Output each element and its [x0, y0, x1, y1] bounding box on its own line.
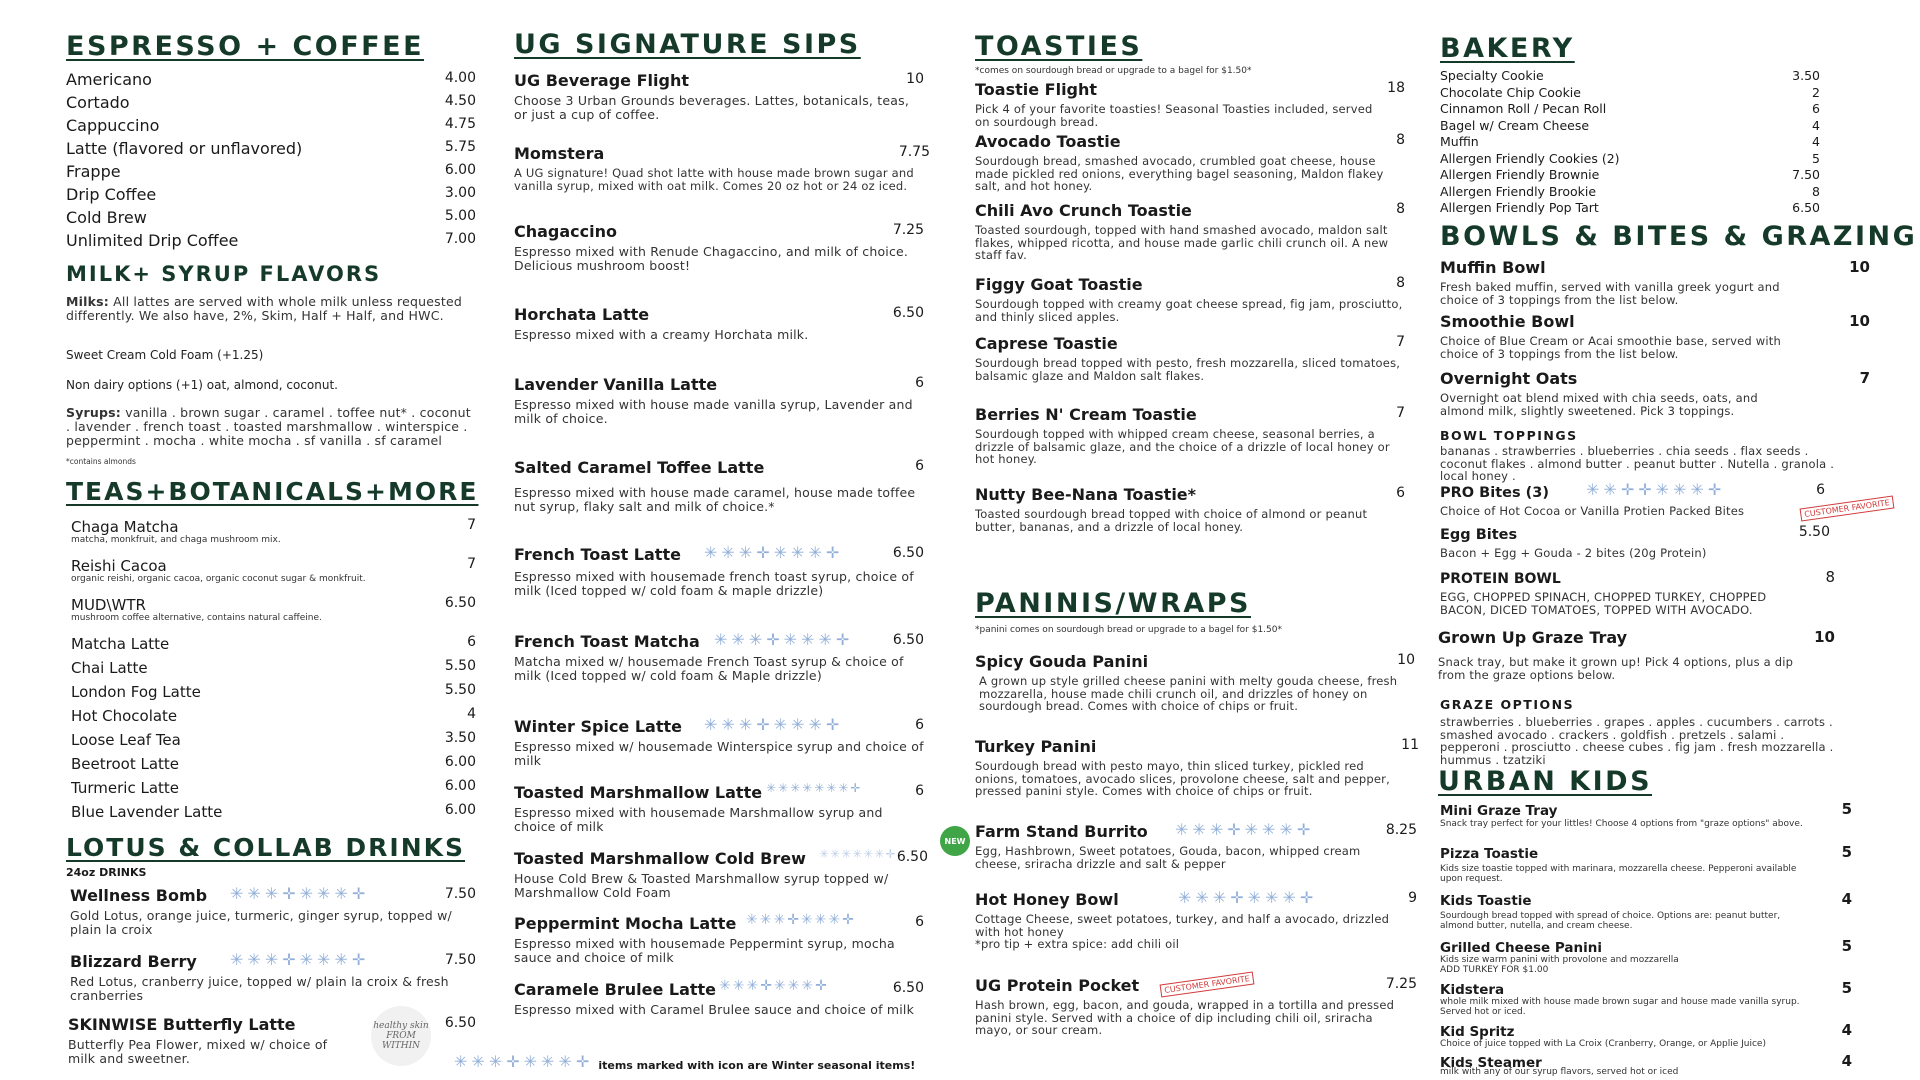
- signature-item: Salted Caramel Toffee Latte 6 Espresso mixed with house made caramel, house made toffee nut syrup, flaky salt and milk of choice.*: [514, 458, 924, 514]
- item-desc: Espresso mixed w/ housemade Winterspice syrup and choice of milk: [514, 739, 924, 768]
- snowflake-icon: ✳✳✳✛✳✳✳✛: [704, 715, 844, 734]
- new-badge: NEW: [940, 826, 970, 856]
- list-item: Bagel w/ Cream Cheese 4: [1440, 117, 1820, 133]
- signature-item: French Toast Latte ✳✳✳✛✳✳✳✛ 6.50 Espresso mixed with housemade french toast syrup, choice of milk (Iced topped w/ cold foam & maple drizzle): [514, 543, 924, 598]
- item-desc: Sourdough bread topped with pesto, fresh mozzarella, sliced tomatoes, balsamic glaze and Maldon salt flakes.: [975, 356, 1401, 383]
- item-desc: Choose 3 Urban Grounds beverages. Lattes, botanicals, teas, or just a cup of coffee.: [514, 93, 910, 122]
- snowflake-icon: ✳✳✳✛✳✳✳✛: [1175, 820, 1315, 839]
- lotus-item-skinwise: SKINWISE Butterfly Latte 6.50 Butterfly Pea Flower, mixed w/ choice of milk and sweetner.: [68, 1015, 476, 1066]
- signature-item: UG Beverage Flight 10 Choose 3 Urban Grounds beverages. Lattes, botanicals, teas, or just a cup of coffee.: [514, 71, 924, 122]
- lotus-title: LOTUS & COLLAB DRINKS: [66, 833, 466, 862]
- item-desc: Butterfly Pea Flower, mixed w/ choice of milk and sweetner.: [68, 1037, 328, 1066]
- toastie-item: Caprese Toastie 7 Sourdough bread topped with pesto, fresh mozzarella, sliced tomatoes, balsamic glaze and Maldon salt flakes.: [975, 334, 1405, 383]
- list-item: Beetroot Latte 6.00: [71, 754, 476, 773]
- espresso-title: ESPRESSO + COFFEE: [66, 31, 425, 62]
- list-item: Specialty Cookie 3.50: [1440, 68, 1820, 83]
- item-desc: Snack tray, but make it grown up! Pick 4 options, plus a dip from the graze options below.: [1438, 655, 1794, 682]
- kids-item: Grilled Cheese Panini 5 Kids size warm panini with provolone and mozzarella ADD TURKEY FOR $1.00: [1440, 937, 1852, 975]
- list-item: Chocolate Chip Cookie 2: [1440, 84, 1820, 100]
- list-item: Allergen Friendly Pop Tart 6.50: [1440, 200, 1820, 215]
- snowflake-icon: ✳✳✳✳✳✳✳✛: [766, 781, 863, 795]
- customer-favorite-badge: CUSTOMER FAVORITE: [1800, 496, 1895, 522]
- list-item: Unlimited Drip Coffee 7.00: [66, 231, 476, 250]
- item-desc: mushroom coffee alternative, contains natural caffeine.: [71, 613, 322, 623]
- milks-info: Milks: All lattes are served with whole milk unless requested differently. We also have, 2%, Skim, Half + Half, and HWC.: [66, 294, 462, 323]
- list-item: Matcha Latte 6: [71, 634, 476, 653]
- item-desc: Choice of juice topped with La Croix (Cranberry, Orange, or Applie Juice): [1440, 1039, 1766, 1049]
- item-desc: matcha, monkfruit, and chaga mushroom mix.: [71, 535, 281, 545]
- cold-foam-info: Sweet Cream Cold Foam (+1.25): [66, 348, 264, 362]
- column-2: [454, 0, 930, 1080]
- signature-item: Peppermint Mocha Latte ✳✳✳✛✳✳✳✛ 6 Espresso mixed with housemade Peppermint syrup, mocha sauce and choice of milk: [514, 912, 924, 965]
- toasties-title: TOASTIES: [975, 31, 1143, 62]
- item-desc: Espresso mixed with Caramel Brulee sauce and choice of milk: [514, 1002, 915, 1017]
- lotus-item-wellness-bomb: Wellness Bomb ✳✳✳✛✳✳✳✛ 7.50 Gold Lotus, orange juice, turmeric, ginger syrup, topped w/ plain la croix: [70, 884, 476, 937]
- item-desc: Espresso mixed with house made caramel, house made toffee nut syrup, flaky salt and milk of choice.*: [514, 485, 916, 514]
- kids-title: URBAN KIDS: [1438, 766, 1653, 797]
- snowflake-icon: ✳✳✳✛✳✳✳✛: [230, 884, 370, 903]
- signature-item: French Toast Matcha ✳✳✳✛✳✳✳✛ 6.50 Matcha mixed w/ housemade French Toast syrup & choice of milk (Iced topped w/ cold foam & Maple drizzle): [514, 630, 924, 683]
- item-desc: Sourdough topped with whipped cream cheese, seasonal berries, a drizzle of balsamic glaze, and the choice of a drizzle of local honey or hot honey.: [975, 427, 1390, 466]
- list-item: Allergen Friendly Brownie 7.50: [1440, 167, 1820, 182]
- toastie-item: Figgy Goat Toastie 8 Sourdough topped with creamy goat cheese spread, fig jam, prosciutto, and thinly sliced apples.: [975, 275, 1405, 324]
- list-item: Cold Brew 5.00: [66, 208, 476, 227]
- snowflake-icon: ✳✳✳✛✳✳✳✛: [704, 543, 844, 562]
- list-item: Blue Lavender Latte 6.00: [71, 802, 476, 821]
- panini-item: Spicy Gouda Panini 10 A grown up style grilled cheese panini with melty gouda cheese, fresh mozzarella, house made chili crunch oil, and drizzles of honey on sourdough bread. Comes with choice of chips or fruit.: [975, 652, 1415, 713]
- bowl-item: Overnight Oats 7 Overnight oat blend mixed with chia seeds, oats, and almond milk, slightly sweetened. Pick 3 toppings.: [1440, 369, 1870, 418]
- lotus-subtitle: 24oz DRINKS: [66, 866, 147, 879]
- item-desc: Sourdough bread topped with spread of choice. Options are: peanut butter, almond butter, nutella, and cream cheese.: [1440, 911, 1781, 931]
- snowflake-icon: ✳✳✳✛✳✳✳✛: [719, 978, 829, 994]
- snowflake-icon: ✳✳✳✛✳✳✳✛: [1178, 888, 1318, 907]
- item-desc: Choice of Hot Cocoa or Vanilla Protien Packed Bites: [1440, 504, 1745, 518]
- column-4: [1438, 0, 1918, 1080]
- toastie-item: Avocado Toastie 8 Sourdough bread, smashed avocado, crumbled goat cheese, house made pickled red onions, everything bagel seasoning, Maldon flakey salt, and hot honey.: [975, 132, 1405, 193]
- item-desc: Choice of Blue Cream or Acai smoothie base, served with choice of 3 toppings from the list below.: [1440, 334, 1781, 361]
- item-desc: EGG, CHOPPED SPINACH, CHOPPED TURKEY, CHOPPED BACON, DICED TOMATOES, TOPPED WITH AVOCADO.: [1440, 590, 1767, 617]
- item-desc: Espresso mixed with housemade french toast syrup, choice of milk (Iced topped w/ cold foam & maple drizzle): [514, 569, 914, 598]
- pro-tip: *pro tip + extra spice: add chili oil: [975, 937, 1180, 951]
- kids-item: Kid Spritz 4 Choice of juice topped with La Croix (Cranberry, Orange, or Applie Juice): [1440, 1021, 1852, 1049]
- item-desc: Sourdough bread, smashed avocado, crumbled goat cheese, house made pickled red onions, everything bagel seasoning, Maldon flakey salt, and hot honey.: [975, 154, 1384, 193]
- toasties-note: *comes on sourdough bread or upgrade to a bagel for $1.50*: [975, 66, 1252, 76]
- list-item: Chaga Matcha 7: [71, 517, 476, 536]
- signature-item: Chagaccino 7.25 Espresso mixed with Renude Chagaccino, and milk of choice. Delicious mushroom boost!: [514, 222, 924, 273]
- signature-item: Lavender Vanilla Latte 6 Espresso mixed with house made vanilla syrup, Lavender and milk of choice.: [514, 375, 924, 426]
- list-item: Latte (flavored or unflavored) 5.75: [66, 139, 476, 158]
- snowflake-icon: ✳✳✳✛✳✳✳✛: [230, 950, 370, 969]
- list-item: Reishi Cacoa 7: [71, 556, 476, 575]
- list-item: London Fog Latte 5.50: [71, 682, 476, 701]
- item-desc: Snack tray perfect for your littles! Choose 4 options from "graze options" above.: [1440, 819, 1803, 829]
- list-item: Allergen Friendly Cookies (2) 5: [1440, 150, 1820, 166]
- list-item: Cappuccino 4.75: [66, 116, 476, 135]
- item-desc: whole milk mixed with house made brown sugar and house made vanilla syrup. Served hot or iced.: [1440, 997, 1800, 1017]
- bakery-title: BAKERY: [1440, 33, 1575, 64]
- item-desc: Kids size warm panini with provolone and mozzarella: [1440, 955, 1679, 965]
- list-item: Cortado 4.50: [66, 93, 476, 112]
- signature-item: Winter Spice Latte ✳✳✳✛✳✳✳✛ 6 Espresso mixed w/ housemade Winterspice syrup and choice of milk: [514, 715, 924, 768]
- bowl-toppings-list: bananas . strawberries . blueberries . chia seeds . flax seeds . coconut flakes . almond butter . peanut butter . Nutella . granola . local honey .: [1440, 444, 1835, 483]
- kids-item: Mini Graze Tray 5 Snack tray perfect for your littles! Choose 4 options from "graze options" above.: [1440, 800, 1852, 829]
- item-desc: Toasted sourdough bread topped with choice of almond or peanut butter, bananas, and a drizzle of local honey.: [975, 507, 1368, 534]
- item-desc: Gold Lotus, orange juice, turmeric, ginger syrup, topped w/ plain la croix: [70, 908, 452, 937]
- signature-item: Momstera 7.75 A UG signature! Quad shot latte with house made brown sugar and vanilla syrup, mixed with oat milk. Comes 20 oz hot or 24 oz iced.: [514, 144, 930, 193]
- list-item: Allergen Friendly Brookie 8: [1440, 183, 1820, 199]
- syrups-info: Syrups: vanilla . brown sugar . caramel . toffee nut* . coconut . lavender . french toast . toasted marshmallow . winterspice . peppermint . mocha . white mocha . sf vanilla . sf caramel: [66, 405, 471, 448]
- add-turkey-note: ADD TURKEY FOR $1.00: [1440, 965, 1549, 975]
- snowflake-icon: ✳✳✳✛✳✳✳✛: [454, 1052, 594, 1071]
- panini-item: Hot Honey Bowl ✳✳✳✛✳✳✳✛ 9 Cottage Cheese, sweet potatoes, turkey, and half a avocado, drizzled with hot honey *pro tip + extra spice: add chili oil: [975, 888, 1417, 951]
- list-item: Frappe 6.00: [66, 162, 476, 181]
- toastie-item: Chili Avo Crunch Toastie 8 Toasted sourdough, topped with hand smashed avocado, maldon salt flakes, whipped ricotta, and house made garlic chili crunch oil. A new staff fav.: [975, 201, 1405, 262]
- toastie-item: Nutty Bee-Nana Toastie* 6 Toasted sourdough bread topped with choice of almond or peanut butter, bananas, and a drizzle of local honey.: [975, 485, 1405, 534]
- paninis-title: PANINIS/WRAPS: [975, 588, 1252, 619]
- list-item: Loose Leaf Tea 3.50: [71, 730, 476, 749]
- panini-item: Farm Stand Burrito ✳✳✳✛✳✳✳✛ 8.25 Egg, Hashbrown, Sweet potatoes, Gouda, bacon, whipped cream cheese, sriracha drizzle and salt & pepper: [975, 820, 1417, 871]
- pro-bites-item: PRO Bites (3) ✳✳✛✛✳✳✳✛ 6 Choice of Hot Cocoa or Vanilla Protien Packed Bites: [1440, 480, 1825, 518]
- item-desc: Espresso mixed with housemade Marshmallow syrup and choice of milk: [514, 805, 883, 834]
- kids-item: Kidstera 5 whole milk mixed with house made brown sugar and house made vanilla syrup. Served hot or iced.: [1440, 979, 1852, 1017]
- bowl-item: Smoothie Bowl 10 Choice of Blue Cream or Acai smoothie base, served with choice of 3 toppings from the list below.: [1440, 312, 1870, 361]
- graze-options-title: GRAZE OPTIONS: [1440, 697, 1575, 712]
- item-desc: Pick 4 of your favorite toasties! Seasonal Toasties included, served on sourdough bread.: [975, 102, 1373, 129]
- list-item: MUD\WTR 6.50: [71, 595, 476, 614]
- snowflake-icon: ✳✳✳✛✳✳✳✛: [714, 630, 854, 649]
- column-3: [944, 0, 1419, 1080]
- item-desc: organic reishi, organic cacoa, organic coconut sugar & monkfruit.: [71, 574, 366, 584]
- item-desc: Fresh baked muffin, served with vanilla greek yogurt and choice of 3 toppings from the list below.: [1440, 280, 1780, 307]
- almond-note: *contains almonds: [66, 457, 136, 466]
- list-item: Hot Chocolate 4: [71, 706, 476, 725]
- snowflake-icon: ✳✳✳✳✳✳✛: [819, 847, 897, 861]
- paninis-note: *panini comes on sourdough bread or upgrade to a bagel for $1.50*: [975, 625, 1282, 635]
- signature-title: UG SIGNATURE SIPS: [514, 29, 861, 60]
- lotus-item-blizzard-berry: Blizzard Berry ✳✳✳✛✳✳✳✛ 7.50 Red Lotus, cranberry juice, topped w/ plain la croix & fresh cranberries: [70, 950, 476, 1003]
- item-desc: A UG signature! Quad shot latte with house made brown sugar and vanilla syrup, mixed with oat milk. Comes 20 oz hot or 24 oz iced.: [514, 166, 914, 193]
- item-desc: A grown up style grilled cheese panini with melty gouda cheese, fresh mozzarella, house made chili crunch oil, and drizzles of honey on sourdough bread. Comes with choice of chips or fruit.: [979, 674, 1398, 713]
- teas-list: [71, 517, 476, 826]
- seasonal-footnote: ✳✳✳✛✳✳✳✛ items marked with icon are Winter seasonal items!: [454, 1052, 916, 1072]
- espresso-list: [66, 70, 476, 254]
- item-desc: Sourdough topped with creamy goat cheese spread, fig jam, prosciutto, and thinly sliced apples.: [975, 297, 1403, 324]
- panini-item: UG Protein Pocket CUSTOMER FAVORITE 7.25 Hash brown, egg, bacon, and gouda, wrapped in a tortilla and pressed panini style. Served with a choice of dip including chili oil, sriracha mayo, or sour cream.: [975, 976, 1405, 1037]
- item-desc: Espresso mixed with Renude Chagaccino, and milk of choice. Delicious mushroom boost!: [514, 244, 909, 273]
- item-desc: Cottage Cheese, sweet potatoes, turkey, and half a avocado, drizzled with hot honey: [975, 912, 1390, 939]
- teas-title: TEAS+BOTANICALS+MORE: [66, 477, 479, 506]
- snowflake-icon: ✳✳✛✛✳✳✳✛: [1586, 480, 1726, 499]
- list-item: Drip Coffee 3.00: [66, 185, 476, 204]
- signature-item: Toasted Marshmallow Cold Brew ✳✳✳✳✳✳✛ 6.50 House Cold Brew & Toasted Marshmallow syrup topped w/ Marshmallow Cold Foam: [514, 847, 928, 900]
- item-desc: Toasted sourdough, topped with hand smashed avocado, maldon salt flakes, whipped ricotta, and house made garlic chili crunch oil. A new staff fav.: [975, 223, 1389, 262]
- signature-item: Horchata Latte 6.50 Espresso mixed with a creamy Horchata milk.: [514, 305, 924, 342]
- panini-item: Turkey Panini 11 Sourdough bread with pesto mayo, thin sliced turkey, pickled red onions, tomatoes, avocado slices, provolone cheese, salt and pepper, pressed panini style. Comes with choice of chips or fruit.: [975, 737, 1419, 798]
- list-item: Muffin 4: [1440, 134, 1820, 149]
- signature-item: Caramele Brulee Latte ✳✳✳✛✳✳✳✛ 6.50 Espresso mixed with Caramel Brulee sauce and choice of milk: [514, 978, 924, 1017]
- item-desc: Hash brown, egg, bacon, and gouda, wrapped in a tortilla and pressed panini style. Served with a choice of dip including chili oil, sriracha mayo, or sour cream.: [975, 998, 1395, 1037]
- list-item: Americano 4.00: [66, 70, 476, 89]
- bowl-item: Muffin Bowl 10 Fresh baked muffin, served with vanilla greek yogurt and choice of 3 toppings from the list below.: [1440, 258, 1870, 307]
- bakery-list: [1440, 68, 1820, 217]
- column-1: [66, 0, 479, 1080]
- kids-item: Kids Toastie 4 Sourdough bread topped with spread of choice. Options are: peanut butter, almond butter, nutella, and cream cheese.: [1440, 890, 1852, 931]
- bowl-toppings-title: BOWL TOPPINGS: [1440, 428, 1578, 443]
- item-desc: Overnight oat blend mixed with chia seeds, oats, and almond milk, slightly sweetened. Pick 3 toppings.: [1440, 391, 1758, 418]
- graze-tray-item: Grown Up Graze Tray 10 Snack tray, but make it grown up! Pick 4 options, plus a dip from the graze options below.: [1438, 628, 1835, 682]
- healthy-skin-logo: healthy skin FROM WITHIN: [371, 1006, 431, 1066]
- list-item: Cinnamon Roll / Pecan Roll 6: [1440, 101, 1820, 116]
- toastie-item: Toastie Flight 18 Pick 4 of your favorite toasties! Seasonal Toasties included, served on sourdough bread.: [975, 80, 1405, 129]
- item-desc: Kids size toastie topped with marinara, mozzarella cheese. Pepperoni available upon request.: [1440, 864, 1797, 884]
- kids-item: Kids Steamer 4 milk with any of our syrup flavors, served hot or iced: [1440, 1052, 1852, 1077]
- signature-item: Toasted Marshmallow Latte ✳✳✳✳✳✳✳✛ 6 Espresso mixed with housemade Marshmallow syrup and choice of milk: [514, 781, 924, 834]
- item-desc: Sourdough bread with pesto mayo, thin sliced turkey, pickled red onions, tomatoes, avocado slices, provolone cheese, salt and pepper, pressed panini style. Comes with choice of chips or fruit.: [975, 759, 1390, 798]
- bowls-title: BOWLS & BITES & GRAZING: [1440, 221, 1918, 252]
- item-desc: House Cold Brew & Toasted Marshmallow syrup topped w/ Marshmallow Cold Foam: [514, 871, 889, 900]
- item-desc: Egg, Hashbrown, Sweet potatoes, Gouda, bacon, whipped cream cheese, sriracha drizzle and salt & pepper: [975, 844, 1361, 871]
- list-item: Turmeric Latte 6.00: [71, 778, 476, 797]
- toastie-item: Berries N' Cream Toastie 7 Sourdough topped with whipped cream cheese, seasonal berries, a drizzle of balsamic glaze, and the choice of a drizzle of local honey or hot honey.: [975, 405, 1405, 466]
- item-desc: Espresso mixed with a creamy Horchata milk.: [514, 327, 809, 342]
- item-desc: milk with any of our syrup flavors, served hot or iced: [1440, 1067, 1679, 1077]
- item-desc: Red Lotus, cranberry juice, topped w/ plain la croix & fresh cranberries: [70, 974, 449, 1003]
- egg-bites-item: Egg Bites 5.50 Bacon + Egg + Gouda - 2 bites (20g Protein): [1440, 524, 1830, 560]
- snowflake-icon: ✳✳✳✛✳✳✳✛: [746, 912, 856, 928]
- milk-title: MILK+ SYRUP FLAVORS: [66, 262, 382, 286]
- non-dairy-info: Non dairy options (+1) oat, almond, coconut.: [66, 378, 338, 392]
- item-desc: Espresso mixed with housemade Peppermint syrup, mocha sauce and choice of milk: [514, 936, 895, 965]
- item-desc: Matcha mixed w/ housemade French Toast syrup & choice of milk (Iced topped w/ cold foam & Maple drizzle): [514, 654, 904, 683]
- kids-item: Pizza Toastie 5 Kids size toastie topped with marinara, mozzarella cheese. Pepperoni available upon request.: [1440, 843, 1852, 884]
- customer-favorite-badge: CUSTOMER FAVORITE: [1160, 972, 1255, 998]
- list-item: Chai Latte 5.50: [71, 658, 476, 677]
- protein-bowl-item: PROTEIN BOWL 8 EGG, CHOPPED SPINACH, CHOPPED TURKEY, CHOPPED BACON, DICED TOMATOES, TOPPED WITH AVOCADO.: [1440, 568, 1835, 617]
- item-desc: Bacon + Egg + Gouda - 2 bites (20g Protein): [1440, 546, 1707, 560]
- graze-options-list: strawberries . blueberries . grapes . apples . cucumbers . carrots . smashed avocado . crackers . goldfish . pretzels . salami . pepperoni . prosciutto . cheese cubes . fig jam . fresh mozzarella . hummus . tzatziki: [1440, 715, 1834, 767]
- item-desc: Espresso mixed with house made vanilla syrup, Lavender and milk of choice.: [514, 397, 913, 426]
